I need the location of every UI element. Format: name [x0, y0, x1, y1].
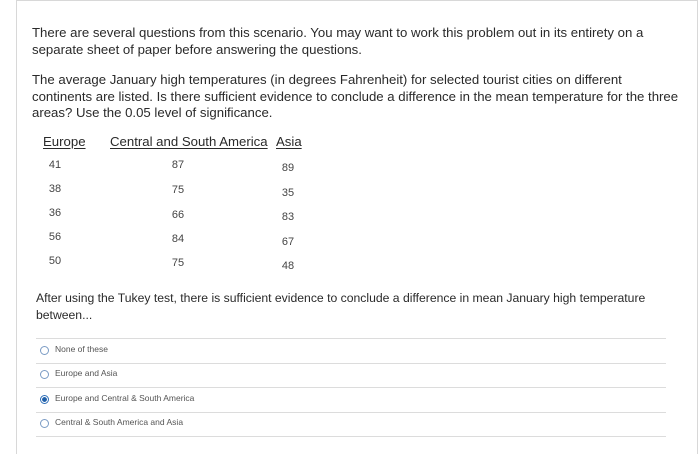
cell-asia-5: 48: [281, 260, 295, 272]
question-text: After using the Tukey test, there is sufficient evidence to conclude a difference in mean January high temperature between...: [36, 291, 646, 322]
cell-csa-4: 84: [171, 233, 185, 245]
radio-button[interactable]: [40, 370, 49, 379]
header-central-south-america: Central and South America: [110, 134, 268, 149]
cell-csa-1: 87: [171, 159, 185, 171]
cell-europe-2: 38: [48, 183, 62, 195]
problem-text: The average January high temperatures (in degrees Fahrenheit) for selected tourist cities on different continents are listed. Is there sufficient evidence to conclude a difference in the mean temperature for the three areas? Use the 0.05 level of significance.: [32, 72, 679, 120]
option-central-south-america-asia[interactable]: [36, 412, 666, 437]
cell-europe-5: 50: [48, 255, 62, 267]
option-label: Central & South America and Asia: [55, 417, 184, 427]
option-europe-central-south-america[interactable]: [36, 388, 666, 413]
cell-csa-5: 75: [171, 257, 185, 269]
radio-button-selected[interactable]: [40, 395, 49, 404]
option-label: Europe and Central & South America: [55, 393, 195, 403]
cell-asia-1: 89: [281, 162, 295, 174]
cell-europe-4: 56: [48, 231, 62, 243]
radio-button[interactable]: [40, 346, 49, 355]
header-asia: Asia: [276, 134, 302, 149]
cell-csa-2: 75: [171, 184, 185, 196]
cell-asia-4: 67: [281, 236, 295, 248]
cell-europe-1: 41: [48, 159, 62, 171]
intro-text: There are several questions from this scenario. You may want to work this problem out in its entirety on a separate sheet of paper before answering the questions.: [32, 25, 644, 57]
cell-csa-3: 66: [171, 209, 185, 221]
cell-europe-3: 36: [48, 207, 62, 219]
header-europe: Europe: [43, 134, 86, 149]
cell-asia-3: 83: [281, 211, 295, 223]
option-label: None of these: [55, 344, 108, 354]
cell-asia-2: 35: [281, 187, 295, 199]
option-europe-asia[interactable]: [36, 363, 666, 388]
option-none-of-these[interactable]: [36, 338, 666, 364]
option-label: Europe and Asia: [55, 368, 118, 378]
radio-button[interactable]: [40, 419, 49, 428]
